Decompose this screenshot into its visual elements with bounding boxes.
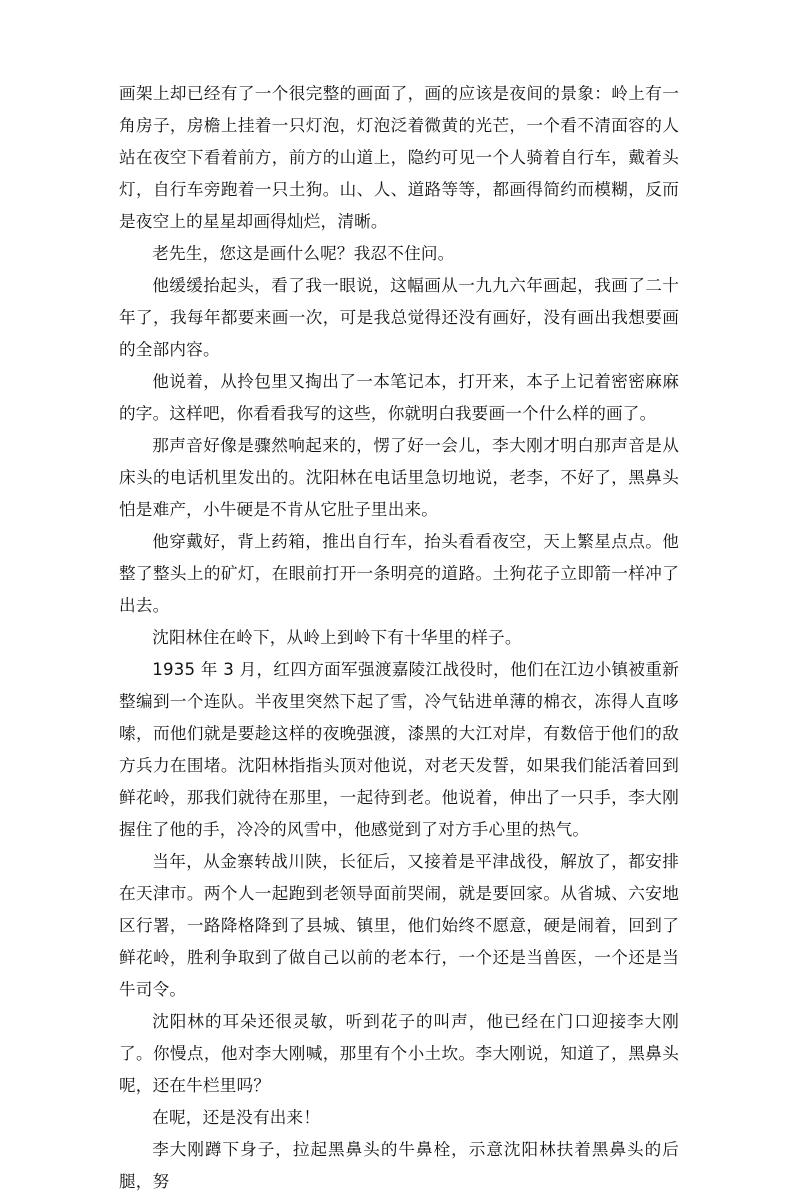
paragraph-12: 李大刚蹲下身子，拉起黑鼻头的牛鼻栓，示意沈阳林扶着黑鼻头的后腿，努 — [119, 1140, 679, 1191]
paragraph-7: 沈阳林住在岭下，从岭上到岭下有十华里的样子。 — [152, 628, 522, 647]
paragraph-1: 画架上却已经有了一个很完整的画面了，画的应该是夜间的景象：岭上有一角房子，房檐上挂着一只灯泡，灯泡泛着微黄的光芒，一个看不清面容的人站在夜空下看着前方，前方的山道上，隐约可见一个人骑着自行车，戴着头灯，自行车旁跑着一只土狗。山、人、道路等等，都画得简约而模糊，反而是夜空上的星星却画得灿烂，清晰。 — [119, 84, 679, 231]
paragraph-8: 1935 年 3 月，红四方面军强渡嘉陵江战役时，他们在江边小镇被重新整编到一个连队。半夜里突然下起了雪，冷气钻进单薄的棉衣，冻得人直哆嗦，而他们就是要趁这样的夜晚强渡，漆黑的大江对岸，有数倍于他们的敌方兵力在围堵。沈阳林指指头顶对他说，对老天发誓，如果我们能活着回到鲜花岭，那我们就待在那里，一起待到老。他说着，伸出了一只手，李大刚握住了他的手，冷冷的风雪中，他感觉到了对方手心里的热气。 — [119, 660, 679, 839]
paragraph-9: 当年，从金寨转战川陕，长征后，又接着是平津战役，解放了，都安排在天津市。两个人一起跑到老领导面前哭闹，就是要回家。从省城、六安地区行署，一路降格降到了县城、镇里，他们始终不愿意，硬是闹着，回到了鲜花岭，胜利争取到了做自己以前的老本行，一个还是当兽医，一个还是当牛司令。 — [119, 852, 679, 999]
paragraph-2: 老先生，您这是画什么呢？我忍不住问。 — [152, 244, 455, 263]
document-page — [119, 78, 679, 1198]
paragraph-10: 沈阳林的耳朵还很灵敏，听到花子的叫声，他已经在门口迎接李大刚了。你慢点，他对李大刚喊，那里有个小土坎。李大刚说，知道了，黑鼻头呢，还在牛栏里吗？ — [119, 1012, 679, 1095]
paragraph-5: 那声音好像是骤然响起来的，愣了好一会儿，李大刚才明白那声音是从床头的电话机里发出的。沈阳林在电话里急切地说，老李，不好了，黑鼻头怕是难产，小牛硬是不肯从它肚子里出来。 — [119, 436, 679, 519]
paragraph-3: 他缓缓抬起头，看了我一眼说，这幅画从一九九六年画起，我画了二十年了，我每年都要来画一次，可是我总觉得还没有画好，没有画出我想要画的全部内容。 — [119, 276, 679, 359]
paragraph-4: 他说着，从拎包里又掏出了一本笔记本，打开来，本子上记着密密麻麻的字。这样吧，你看看我写的这些，你就明白我要画一个什么样的画了。 — [119, 372, 679, 423]
paragraph-6: 他穿戴好，背上药箱，推出自行车，抬头看看夜空，天上繁星点点。他整了整头上的矿灯，在眼前打开一条明亮的道路。土狗花子立即箭一样冲了出去。 — [119, 532, 679, 615]
paragraph-11: 在呢，还是没有出来！ — [152, 1108, 321, 1127]
